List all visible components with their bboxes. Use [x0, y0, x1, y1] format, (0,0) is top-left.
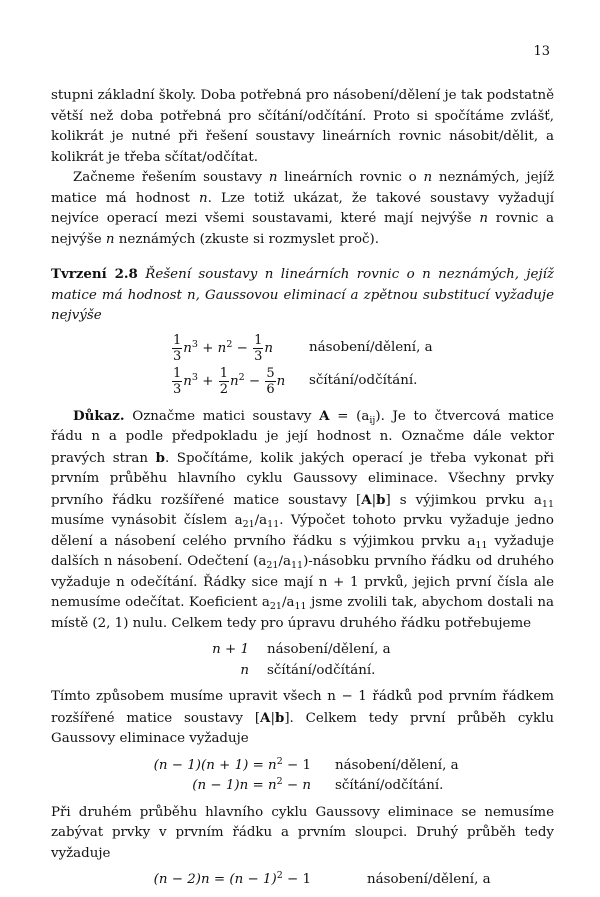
formula-add: $\frac{1}{3}$ $n^3$ + $\frac{1}{2}$ $n^2$ − $\frac{5}{6}$ n	[173, 365, 286, 397]
theorem-label: Tvrzení 2.8	[51, 266, 138, 282]
paragraph-system: Začneme řešením soustavy n lineárních rovnic o n neznámých, jejíž matice má hodnost n. Lze totiž ukázat, že takové soustavy vyžadují nejvíce operací mezi všemi soustavami, které mají nejvýše n rovnic a nejvýše n neznámých (zkuste si rozmyslet proč).	[51, 170, 555, 247]
equation-second-pass: $(n - 2)n = (n - 1)^2 - 1$ násobení/dělení, a	[153, 870, 491, 887]
formula-mult-label: násobení/dělení, a	[309, 339, 433, 355]
formula-add-label: sčítání/odčítání.	[309, 372, 418, 388]
paragraph-second-pass: Při druhém průběhu hlavního cyklu Gaussovy eliminace se nemusíme zabývat prvky v prvním řádku a prvním sloupci. Druhý průběh tedy vyžaduje	[51, 804, 554, 861]
equation-operation-counts	[171, 333, 554, 397]
formula-mult: $\frac{1}{3}$ $n^3 + n^2$ − $\frac{1}{3}$ n	[173, 332, 273, 364]
page-number: 13	[533, 44, 550, 59]
proof-paragraph: Důkaz. Označme matici soustavy $A = (a_{ij})$. Je to čtvercová matice řádu n a podle předpokladu je její hodnost n. Označme dále vektor pravých stran b. Spočítáme, kolik jakých operací je třeba vykonat při prvním průběhu hlavního cyklu Gaussovy eliminace. Všechny prvky prvního řádku rozšířené matice soustavy [A|b] s výjimkou prvku $a_{11}$ musíme vynásobit číslem $a_{21}/a_{11}$. Výpočet tohoto prvku vyžaduje jedno dělení a násobení celého prvního řádku s výjimkou prvku $a_{11}$ vyžaduje dalších n násobení. Odečtení $(a_{21}/a_{11})$-násobku prvního řádku od druhého vyžaduje n odečítání. Řádky sice mají n + 1 prvků, jejich první čísla ale nemusíme odečítat. Koeficient $a_{21}/a_{11}$ jsme zvolili tak, abychom dostali na místě (2, 1) nulu. Celkem tedy pro úpravu druhého řádku potřebujeme	[51, 407, 554, 631]
body-text	[51, 86, 554, 897]
theorem-statement: Řešení soustavy n lineárních rovnic o n neznámých, jejíž matice má hodnost n, Gaussovou eliminací a zpětnou substitucí vyžaduje nejvýše	[51, 267, 554, 323]
proof-label: Důkaz.	[73, 407, 125, 424]
theorem-2-8	[51, 264, 554, 327]
paragraph-first-pass: Tímto způsobem musíme upravit všech n − 1 řádků pod prvním řádkem rozšířené matice soustavy [A|b]. Celkem tedy první průběh cyklu Gaussovy eliminace vyžaduje	[51, 689, 554, 746]
paragraph-intro: stupni základní školy. Doba potřebná pro násobení/dělení je tak podstatně větší než doba potřebná pro sčítání/odčítání. Proto si spočítáme zvlášť, kolikrát je nutné při řešení soustavy lineárních rovnic násobit/dělit, a kolikrát je třeba sčítat/odčítat.	[51, 88, 554, 165]
equation-first-pass: $(n - 1)(n + 1) = n^2 - 1$ násobení/dělení, a $(n - 1)n = n^2 - n$ sčítání/odčítání.	[153, 755, 459, 793]
equation-second-row: n + 1 násobení/dělení, a n sčítání/odčítání.	[212, 642, 391, 678]
